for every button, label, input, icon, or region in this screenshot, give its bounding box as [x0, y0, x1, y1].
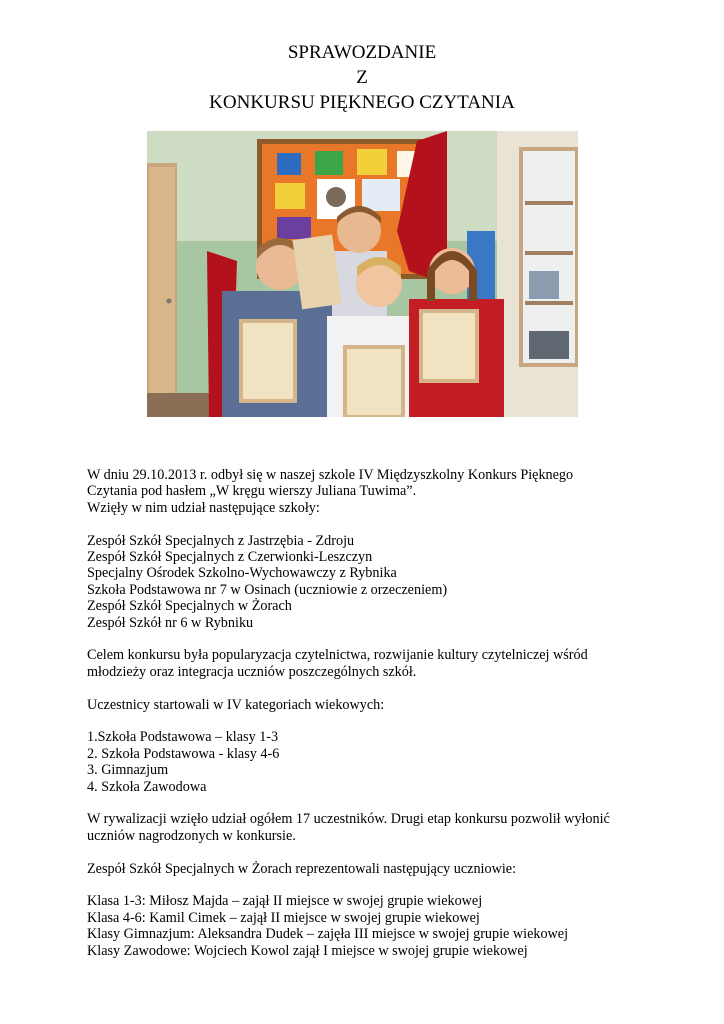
category-item: 4. Szkoła Zawodowa — [87, 778, 207, 795]
intro-line-2: Czytania pod hasłem „W kręgu wierszy Juliana Tuwima”. — [87, 483, 417, 500]
intro-line-1: W dniu 29.10.2013 r. odbył się w naszej szkole IV Międzyszkolny Konkurs Pięknego — [87, 467, 574, 483]
title-line-3: KONKURSU PIĘKNEGO CZYTANIA — [209, 92, 515, 113]
result-item: Klasy Zawodowe: Wojciech Kowol zajął I miejsce w swojej grupie wiekowej — [87, 942, 528, 959]
representatives-intro: Zespół Szkół Specjalnych w Żorach reprezentowali następujący uczniowie: — [87, 860, 517, 877]
school-item: Zespół Szkół nr 6 w Rybniku — [87, 614, 254, 631]
school-item: Specjalny Ośrodek Szkolno-Wychowawczy z Rybnika — [87, 565, 397, 582]
rivalry-line-1: W rywalizacji wzięło udział ogółem 17 uczestników. Drugi etap konkursu pozwolił wyłonić — [87, 811, 610, 828]
goal-line-1: Celem konkursu była popularyzacja czytelnictwa, rozwijanie kultury czytelniczej wśród — [87, 647, 588, 664]
result-item: Klasa 1-3: Miłosz Majda – zajął II miejsce w swojej grupie wiekowej — [87, 893, 483, 910]
category-item: 3. Gimnazjum — [87, 762, 169, 779]
goal-line-2: młodzieży oraz integracja uczniów poszczególnych szkół. — [87, 663, 417, 680]
title-line-2: Z — [356, 67, 368, 88]
photo-illustration — [147, 131, 578, 417]
report-body — [87, 467, 647, 959]
result-item: Klasa 4-6: Kamil Cimek – zajął II miejsce w swojej grupie wiekowej — [87, 909, 480, 926]
category-item: 2. Szkoła Podstawowa - klasy 4-6 — [87, 745, 280, 762]
contest-photo — [147, 131, 578, 417]
category-item: 1.Szkoła Podstawowa – klasy 1-3 — [87, 729, 279, 746]
school-item: Zespół Szkół Specjalnych z Czerwionki-Leszczyn — [87, 549, 373, 566]
categories-intro: Uczestnicy startowali w IV kategoriach wiekowych: — [87, 696, 385, 713]
intro-line-3: Wzięły w nim udział następujące szkoły: — [87, 499, 320, 516]
school-item: Zespół Szkół Specjalnych z Jastrzębia - Zdroju — [87, 532, 355, 549]
school-item: Zespół Szkół Specjalnych w Żorach — [87, 598, 292, 615]
rivalry-line-2: uczniów nagrodzonych w konkursie. — [87, 827, 296, 844]
document-title — [0, 40, 724, 115]
result-item: Klasy Gimnazjum: Aleksandra Dudek – zajęła III miejsce w swojej grupie wiekowej — [87, 926, 569, 943]
school-item: Szkoła Podstawowa nr 7 w Osinach (uczniowie z orzeczeniem) — [87, 581, 448, 598]
title-line-1: SPRAWOZDANIE — [287, 42, 437, 63]
